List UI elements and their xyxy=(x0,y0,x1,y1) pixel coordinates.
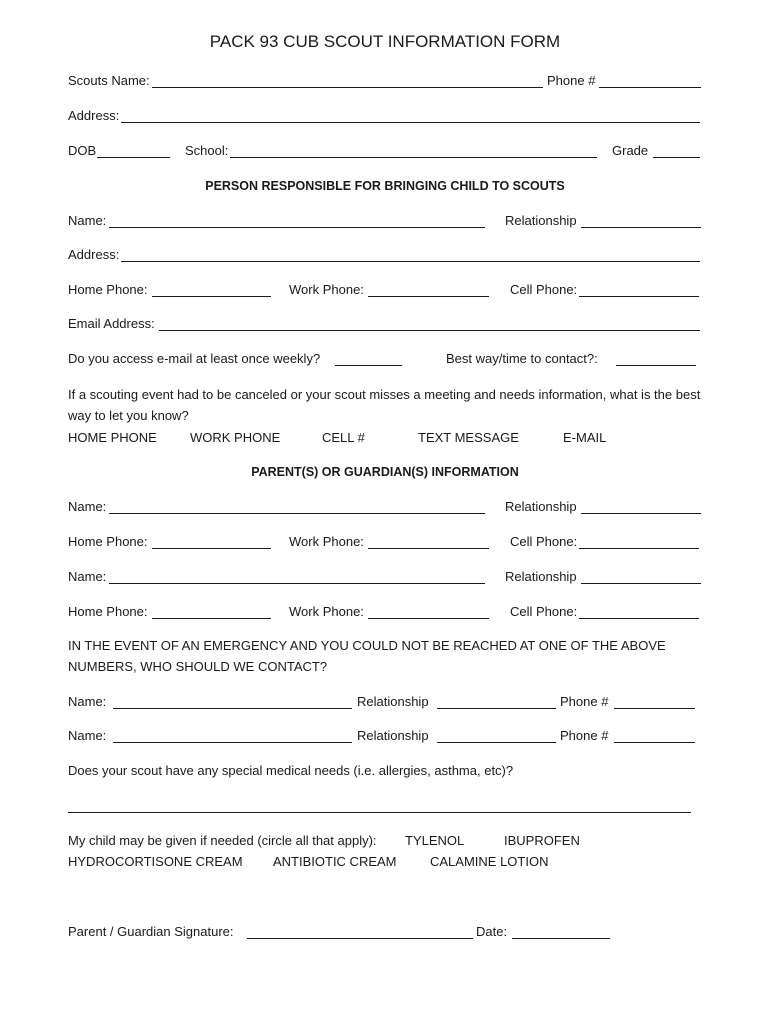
med-option-antibiotic[interactable]: ANTIBIOTIC CREAM xyxy=(273,854,397,869)
email-weekly-field[interactable] xyxy=(335,365,402,366)
responsible-work-phone-label: Work Phone: xyxy=(289,282,364,297)
scout-phone-field[interactable] xyxy=(599,87,701,88)
emergency2-phone-label: Phone # xyxy=(560,728,609,743)
parent2-name-field[interactable] xyxy=(109,583,485,584)
med-option-hydrocortisone[interactable]: HYDROCORTISONE CREAM xyxy=(68,854,243,869)
parent2-name-label: Name: xyxy=(68,569,107,584)
emergency2-phone-field[interactable] xyxy=(614,742,695,743)
emergency1-name-label: Name: xyxy=(68,694,107,709)
email-weekly-question: Do you access e-mail at least once weekly? xyxy=(68,351,321,366)
scout-address-field[interactable] xyxy=(121,122,700,123)
contact-option-home-phone[interactable]: HOME PHONE xyxy=(68,430,157,445)
cancel-question: If a scouting event had to be canceled or your scout misses a meeting and needs information, what is the best way to let you know? xyxy=(68,387,701,423)
medication-label: My child may be given if needed (circle all that apply): xyxy=(68,833,377,848)
parent1-name-label: Name: xyxy=(68,499,107,514)
parent1-name-field[interactable] xyxy=(109,513,485,514)
best-way-label: Best way/time to contact?: xyxy=(446,351,598,366)
contact-option-work-phone[interactable]: WORK PHONE xyxy=(190,430,281,445)
signature-label: Parent / Guardian Signature: xyxy=(68,924,234,939)
parent2-work-phone-label: Work Phone: xyxy=(289,604,364,619)
emergency-question: IN THE EVENT OF AN EMERGENCY AND YOU COULD NOT BE REACHED AT ONE OF THE ABOVE NUMBERS, WHO SHOULD WE CONTACT? xyxy=(68,638,666,674)
date-label: Date: xyxy=(476,924,508,939)
best-way-field[interactable] xyxy=(616,365,696,366)
responsible-home-phone-field[interactable] xyxy=(152,296,271,297)
emergency1-phone-label: Phone # xyxy=(560,694,609,709)
parent1-cell-phone-label: Cell Phone: xyxy=(510,534,578,549)
emergency2-name-field[interactable] xyxy=(113,742,352,743)
responsible-work-phone-field[interactable] xyxy=(368,296,489,297)
medical-needs-field[interactable] xyxy=(68,812,691,813)
form-title: PACK 93 CUB SCOUT INFORMATION FORM xyxy=(209,32,561,51)
contact-option-cell[interactable]: CELL # xyxy=(322,430,365,445)
contact-option-email[interactable]: E-MAIL xyxy=(563,430,607,445)
parent2-relationship-field[interactable] xyxy=(581,583,701,584)
parent2-cell-phone-field[interactable] xyxy=(579,618,699,619)
emergency2-relationship-label: Relationship xyxy=(357,728,429,743)
med-option-tylenol[interactable]: TYLENOL xyxy=(405,833,465,848)
scout-name-label: Scouts Name: xyxy=(68,73,150,88)
scout-phone-label: Phone # xyxy=(547,73,596,88)
emergency2-relationship-field[interactable] xyxy=(437,742,556,743)
responsible-cell-phone-field[interactable] xyxy=(579,296,699,297)
responsible-heading: PERSON RESPONSIBLE FOR BRINGING CHILD TO SCOUTS xyxy=(205,179,565,193)
email-label: Email Address: xyxy=(68,316,155,331)
emergency1-relationship-label: Relationship xyxy=(357,694,429,709)
scout-name-field[interactable] xyxy=(152,87,543,88)
date-field[interactable] xyxy=(512,938,610,939)
signature-field[interactable] xyxy=(247,938,473,939)
parent1-work-phone-field[interactable] xyxy=(368,548,489,549)
medical-question: Does your scout have any special medical needs (i.e. allergies, asthma, etc)? xyxy=(68,763,514,778)
responsible-home-phone-label: Home Phone: xyxy=(68,282,148,297)
parent1-cell-phone-field[interactable] xyxy=(579,548,699,549)
grade-field[interactable] xyxy=(653,157,700,158)
parent2-cell-phone-label: Cell Phone: xyxy=(510,604,578,619)
emergency1-name-field[interactable] xyxy=(113,708,352,709)
emergency1-relationship-field[interactable] xyxy=(437,708,556,709)
parent1-relationship-label: Relationship xyxy=(505,499,577,514)
grade-label: Grade xyxy=(612,143,649,158)
dob-field[interactable] xyxy=(97,157,170,158)
contact-option-text-message[interactable]: TEXT MESSAGE xyxy=(418,430,519,445)
parent2-relationship-label: Relationship xyxy=(505,569,577,584)
responsible-relationship-label: Relationship xyxy=(505,213,577,228)
emergency1-phone-field[interactable] xyxy=(614,708,695,709)
dob-label: DOB xyxy=(68,143,97,158)
med-option-calamine[interactable]: CALAMINE LOTION xyxy=(430,854,549,869)
responsible-cell-phone-label: Cell Phone: xyxy=(510,282,578,297)
responsible-relationship-field[interactable] xyxy=(581,227,701,228)
school-field[interactable] xyxy=(230,157,597,158)
parent1-home-phone-label: Home Phone: xyxy=(68,534,148,549)
parent2-work-phone-field[interactable] xyxy=(368,618,489,619)
responsible-address-label: Address: xyxy=(68,247,120,262)
parent2-home-phone-field[interactable] xyxy=(152,618,271,619)
med-option-ibuprofen[interactable]: IBUPROFEN xyxy=(504,833,580,848)
scout-address-label: Address: xyxy=(68,108,120,123)
parent1-home-phone-field[interactable] xyxy=(152,548,271,549)
parents-heading: PARENT(S) OR GUARDIAN(S) INFORMATION xyxy=(251,465,519,479)
emergency2-name-label: Name: xyxy=(68,728,107,743)
parent1-work-phone-label: Work Phone: xyxy=(289,534,364,549)
school-label: School: xyxy=(185,143,229,158)
responsible-name-label: Name: xyxy=(68,213,107,228)
parent1-relationship-field[interactable] xyxy=(581,513,701,514)
responsible-name-field[interactable] xyxy=(109,227,485,228)
parent2-home-phone-label: Home Phone: xyxy=(68,604,148,619)
email-field[interactable] xyxy=(159,330,700,331)
responsible-address-field[interactable] xyxy=(121,261,700,262)
